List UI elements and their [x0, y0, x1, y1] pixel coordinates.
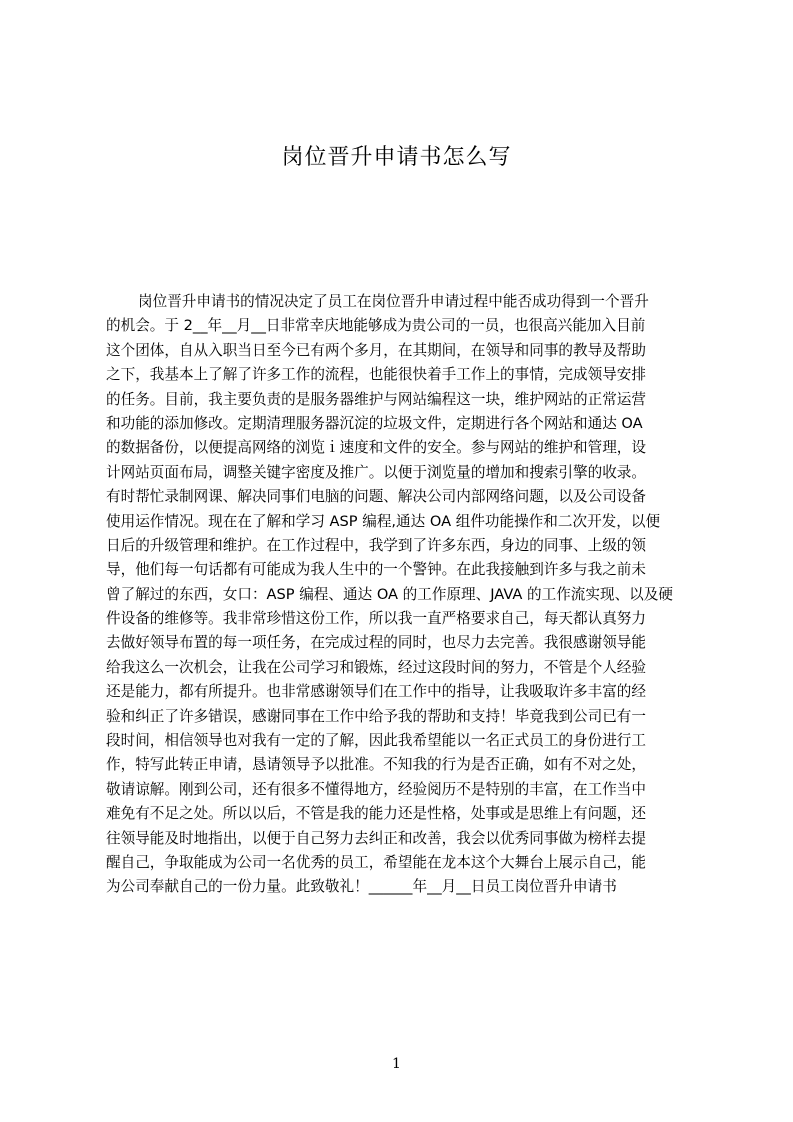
body-line: 之下，我基本上了解了许多工作的流程，也能很快着手工作上的事情，完成领导安排: [106, 366, 646, 384]
body-line: 导，他们每一句话都有可能成为我人生中的一个警钟。在此我接触到许多与我之前未: [106, 561, 646, 579]
body-line: 的任务。目前，我主要负责的是服务器维护与网站编程这一块，维护网站的正常运营: [106, 390, 646, 408]
body-line: 岗位晋升申请书的情况决定了员工在岗位晋升申请过程中能否成功得到一个晋升: [138, 293, 649, 310]
body-line: 这个团体，自从入职当日至今已有两个多月，在其期间，在领导和同事的教导及帮助: [106, 341, 646, 359]
body-line: 有时帮忙录制网课、解决同事们电脑的问题、解决公司内部网络问题，以及公司设备: [106, 488, 646, 506]
body-line: 还是能力，都有所提升。也非常感谢领导们在工作中的指导，让我吸取许多丰富的经: [106, 683, 646, 701]
page-number: 1: [392, 1056, 401, 1072]
body-line: 醒自己，争取能成为公司一名优秀的员工，希望能在龙本这个大舞台上展示自己，能: [106, 853, 646, 871]
body-line: 去做好领导布置的每一项任务，在完成过程的同时，也尽力去完善。我很感谢领导能: [106, 634, 646, 652]
body-line: 的机会。于 2__年__月__日非常幸庆地能够成为贵公司的一员，也很高兴能加入目前: [106, 317, 646, 335]
body-line: 的数据备份，以便提高网络的浏览ｉ速度和文件的安全。参与网站的维护和管理，设: [106, 439, 646, 457]
body-line: 作，特写此转正申请，恳请领导予以批准。不知我的行为是否正确，如有不对之处，: [106, 756, 646, 774]
body-line: 和功能的添加修改。定期清理服务器沉淀的垃圾文件，定期进行各个网站和通达 OA: [106, 414, 643, 432]
body-line: 使用运作情况。现在在了解和学习 ASP 编程,通达 OA 组件功能操作和二次开发，以便: [106, 512, 661, 530]
body-line: 曾了解过的东西，女口：ASP 编程、通达 OA 的工作原理、JAVA 的工作流实现、以及硬: [106, 585, 673, 603]
document-body: [106, 290, 698, 970]
body-line: 日后的升级管理和维护。在工作过程中，我学到了许多东西，身边的同事、上级的领: [106, 536, 646, 554]
body-line: 段时间，相信领导也对我有一定的了解，因此我希望能以一名正式员工的身份进行工: [106, 732, 646, 750]
body-line: 验和纠正了许多错误，感谢同事在工作中给予我的帮助和支持！毕竟我到公司已有一: [106, 707, 646, 725]
body-line: 计网站页面布局，调整关键字密度及推广。以便于浏览量的增加和搜索引擎的收录。: [106, 463, 646, 481]
body-line: 往领导能及时地指出，以便于自己努力去纠正和改善，我会以优秀同事做为榜样去提: [106, 829, 646, 847]
body-line: 为公司奉献自己的一份力量。此致敬礼！______年__月__日员工岗位晋升申请书: [106, 878, 617, 896]
body-line: 件设备的维修等。我非常珍惜这份工作，所以我一直严格要求自己，每天都认真努力: [106, 610, 646, 628]
body-line: 敬请谅解。刚到公司，还有很多不懂得地方，经验阅历不是特别的丰富，在工作当中: [106, 780, 646, 798]
body-line: 给我这么一次机会，让我在公司学习和锻炼，经过这段时间的努力，不管是个人经验: [106, 658, 646, 676]
body-line: 难免有不足之处。所以以后，不管是我的能力还是性格，处事或是思维上有问题，还: [106, 805, 646, 823]
document-title: 岗位晋升申请书怎么写: [281, 145, 512, 170]
